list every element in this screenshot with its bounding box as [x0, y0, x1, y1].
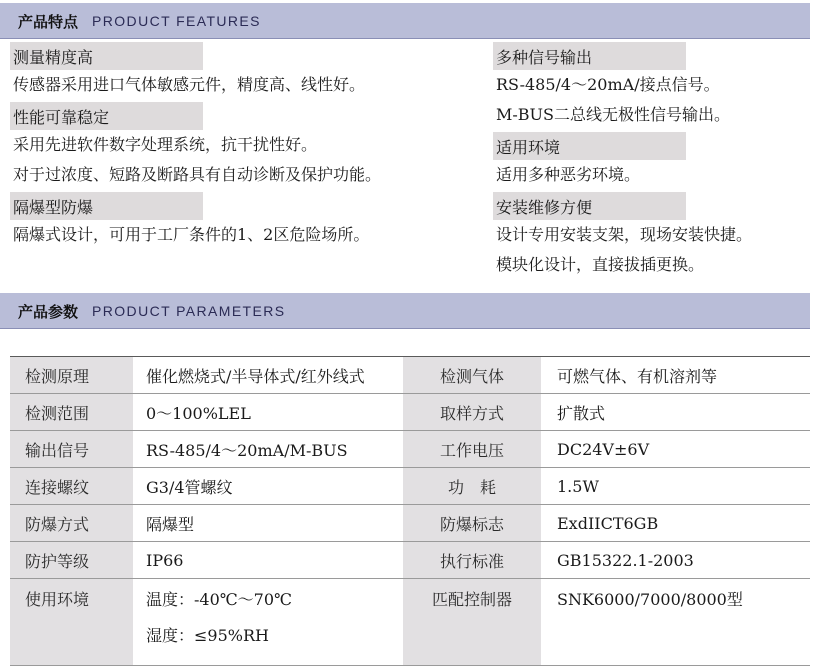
feature-text: M-BUS二总线无极性信号输出。: [496, 105, 730, 124]
param-label: 防爆方式: [10, 505, 133, 542]
feature-heading-accuracy: 测量精度高: [10, 42, 203, 70]
feature-text: 传感器采用进口气体敏感元件，精度高、线性好。: [13, 75, 366, 94]
param-value: RS-485/4～20mA/M-BUS: [133, 431, 403, 468]
param-value: GB15322.1-2003: [541, 542, 810, 579]
feature-text: 隔爆式设计，可用于工厂条件的1、2区危险场所。: [13, 225, 370, 244]
param-label: 输出信号: [10, 431, 133, 468]
param-label: 使用环境: [10, 579, 133, 666]
header-divider: [0, 38, 810, 39]
table-row: [10, 505, 810, 542]
param-label: 取样方式: [403, 394, 541, 431]
table-row: [10, 431, 810, 468]
temperature-range: 温度：-40℃～70℃: [146, 590, 292, 609]
param-value: 催化燃烧式/半导体式/红外线式: [133, 357, 403, 394]
feature-heading-environment: 适用环境: [493, 132, 686, 160]
feature-text: 采用先进软件数字处理系统，抗干扰性好。: [13, 135, 318, 154]
feature-text: 设计专用安装支架，现场安装快捷。: [496, 225, 753, 244]
table-row: [10, 542, 810, 579]
feature-heading-maintenance: 安装维修方便: [493, 192, 686, 220]
parameters-title-en: PRODUCT PARAMETERS: [92, 303, 286, 319]
param-value: 隔爆型: [133, 505, 403, 542]
feature-heading-explosion-proof: 隔爆型防爆: [10, 192, 203, 220]
param-value: 1.5W: [541, 468, 810, 505]
param-value-environment: [133, 579, 403, 666]
param-value: 0～100%LEL: [133, 394, 403, 431]
table-row: [10, 579, 810, 666]
feature-heading-signal-output: 多种信号输出: [493, 42, 686, 70]
param-value: 扩散式: [541, 394, 810, 431]
parameters-title-cn: 产品参数: [18, 302, 79, 321]
param-value: SNK6000/7000/8000型: [541, 579, 810, 666]
param-label: 检测范围: [10, 394, 133, 431]
param-label: 功 耗: [403, 468, 541, 505]
features-title-cn: 产品特点: [18, 12, 79, 31]
param-value: IP66: [133, 542, 403, 579]
param-label: 执行标准: [403, 542, 541, 579]
feature-text: 适用多种恶劣环境。: [496, 165, 641, 184]
feature-text: 对于过浓度、短路及断路具有自动诊断及保护功能。: [13, 165, 382, 184]
table-row: [10, 468, 810, 505]
humidity-range: 湿度：≤95%RH: [146, 626, 269, 645]
param-label: 工作电压: [403, 431, 541, 468]
param-value: ExdIICT6GB: [541, 505, 810, 542]
feature-heading-reliability: 性能可靠稳定: [10, 102, 203, 130]
parameters-section-header: [0, 293, 810, 329]
features-section-header: [0, 3, 810, 39]
param-value: G3/4管螺纹: [133, 468, 403, 505]
param-label: 防护等级: [10, 542, 133, 579]
param-label: 防爆标志: [403, 505, 541, 542]
parameters-table: [10, 356, 810, 666]
features-title-en: PRODUCT FEATURES: [92, 13, 261, 29]
param-label: 连接螺纹: [10, 468, 133, 505]
features-left-column: [10, 42, 381, 250]
feature-text: 模块化设计，直接拔插更换。: [496, 255, 705, 274]
features-right-column: [493, 42, 752, 280]
param-value: 可燃气体、有机溶剂等: [541, 357, 810, 394]
param-label: 检测气体: [403, 357, 541, 394]
param-label: 检测原理: [10, 357, 133, 394]
feature-text: RS-485/4～20mA/接点信号。: [496, 75, 720, 94]
table-row: [10, 357, 810, 394]
param-value: DC24V±6V: [541, 431, 810, 468]
table-row: [10, 394, 810, 431]
param-label: 匹配控制器: [403, 579, 541, 666]
header-divider: [0, 328, 810, 329]
